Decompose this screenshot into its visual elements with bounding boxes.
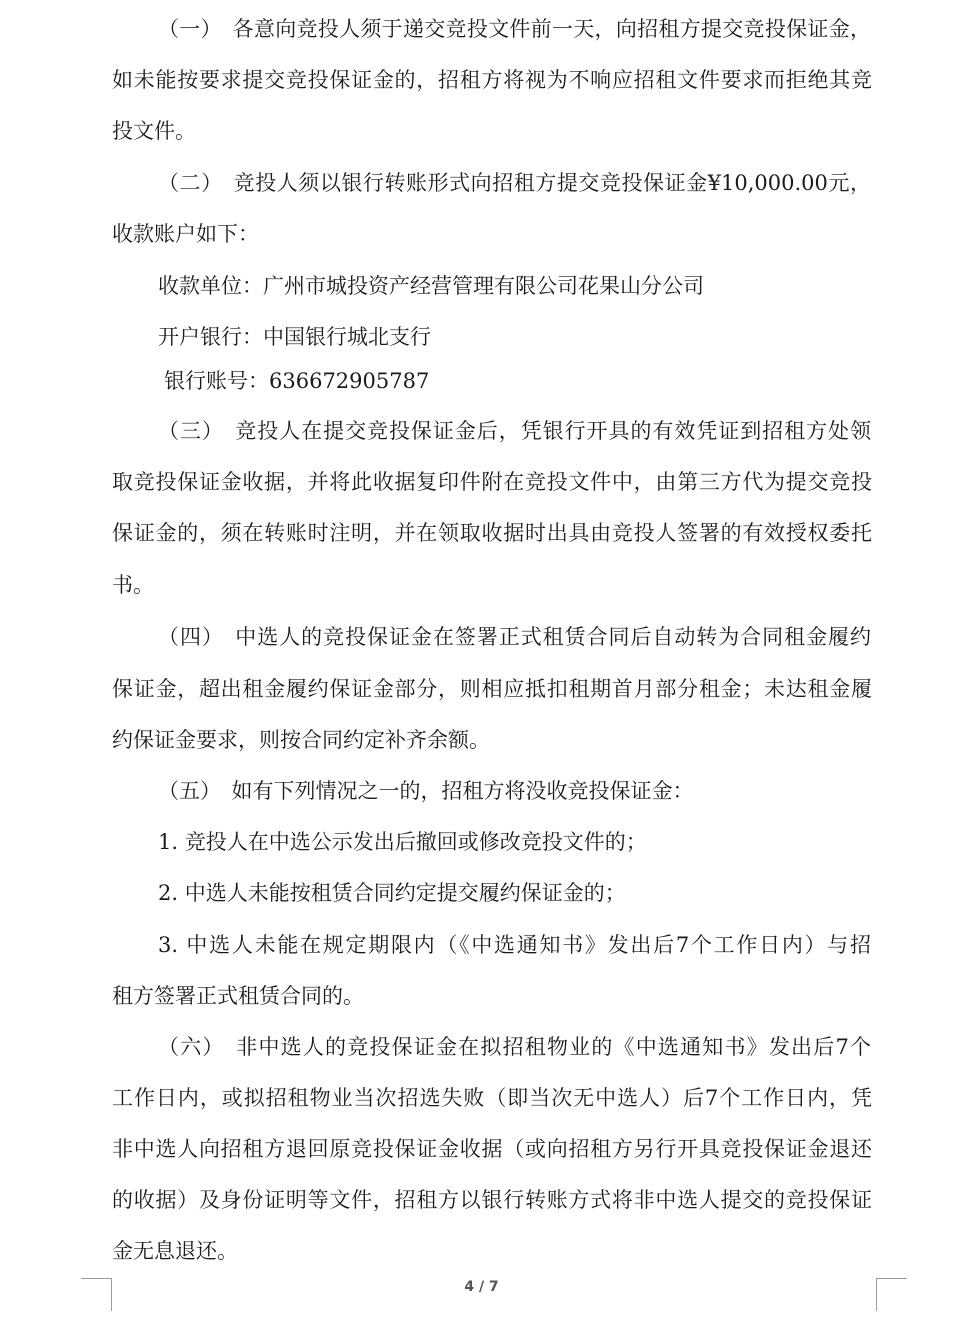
text-line: （六） 非中选人的竞投保证金在拟招租物业的《中选通知书》发出后7个	[158, 1035, 871, 1059]
text-line: 书。	[112, 573, 154, 597]
text-line: 约保证金要求，则按合同约定补齐余额。	[112, 728, 490, 752]
text-line: （一） 各意向竞投人须于递交竞投文件前一天，向招租方提交竞投保证金，	[158, 17, 871, 41]
text-line: 开户银行：中国银行城北支行	[158, 325, 431, 349]
text-line: 收款账户如下：	[112, 222, 259, 246]
text-line: 2. 中选人未能按租赁合同约定提交履约保证金的；	[158, 881, 626, 905]
text-line: 非中选人向招租方退回原竞投保证金收据（或向招租方另行开具竞投保证金退还	[112, 1137, 872, 1161]
text-line: 保证金的，须在转账时注明，并在领取收据时出具由竞投人签署的有效授权委托	[112, 521, 872, 545]
page-number: 4 / 7	[464, 1279, 499, 1295]
text-line: （五） 如有下列情况之一的，招租方将没收竞投保证金：	[158, 779, 694, 803]
text-line: 银行账号：636672905787	[164, 369, 430, 393]
text-line: 工作日内，或拟招租物业当次招选失败（即当次无中选人）后7个工作日内，凭	[112, 1086, 872, 1110]
text-line: 3. 中选人未能在规定期限内（《中选通知书》发出后7个工作日内）与招	[158, 933, 871, 957]
text-line: 收款单位：广州市城投资产经营管理有限公司花果山分公司	[158, 274, 704, 298]
text-line: 投文件。	[112, 119, 196, 143]
text-line: 租方签署正式租赁合同的。	[112, 984, 364, 1008]
text-line: 保证金，超出租金履约保证金部分，则相应抵扣租期首月部分租金；未达租金履	[112, 677, 872, 701]
text-line: 取竞投保证金收据，并将此收据复印件附在竞投文件中，由第三方代为提交竞投	[112, 470, 872, 494]
text-line: （四） 中选人的竞投保证金在签署正式租赁合同后自动转为合同租金履约	[158, 625, 871, 649]
text-line: （二） 竞投人须以银行转账形式向招租方提交竞投保证金¥10,000.00元，	[158, 171, 871, 195]
text-line: （三） 竞投人在提交竞投保证金后，凭银行开具的有效凭证到招租方处领	[158, 419, 871, 443]
text-line: 如未能按要求提交竞投保证金的，招租方将视为不响应招租文件要求而拒绝其竞	[112, 68, 872, 92]
text-line: 金无息退还。	[112, 1239, 238, 1263]
text-line: 的收据）及身份证明等文件，招租方以银行转账方式将非中选人提交的竞投保证	[112, 1188, 872, 1212]
text-line: 1. 竞投人在中选公示发出后撤回或修改竞投文件的；	[158, 830, 647, 854]
